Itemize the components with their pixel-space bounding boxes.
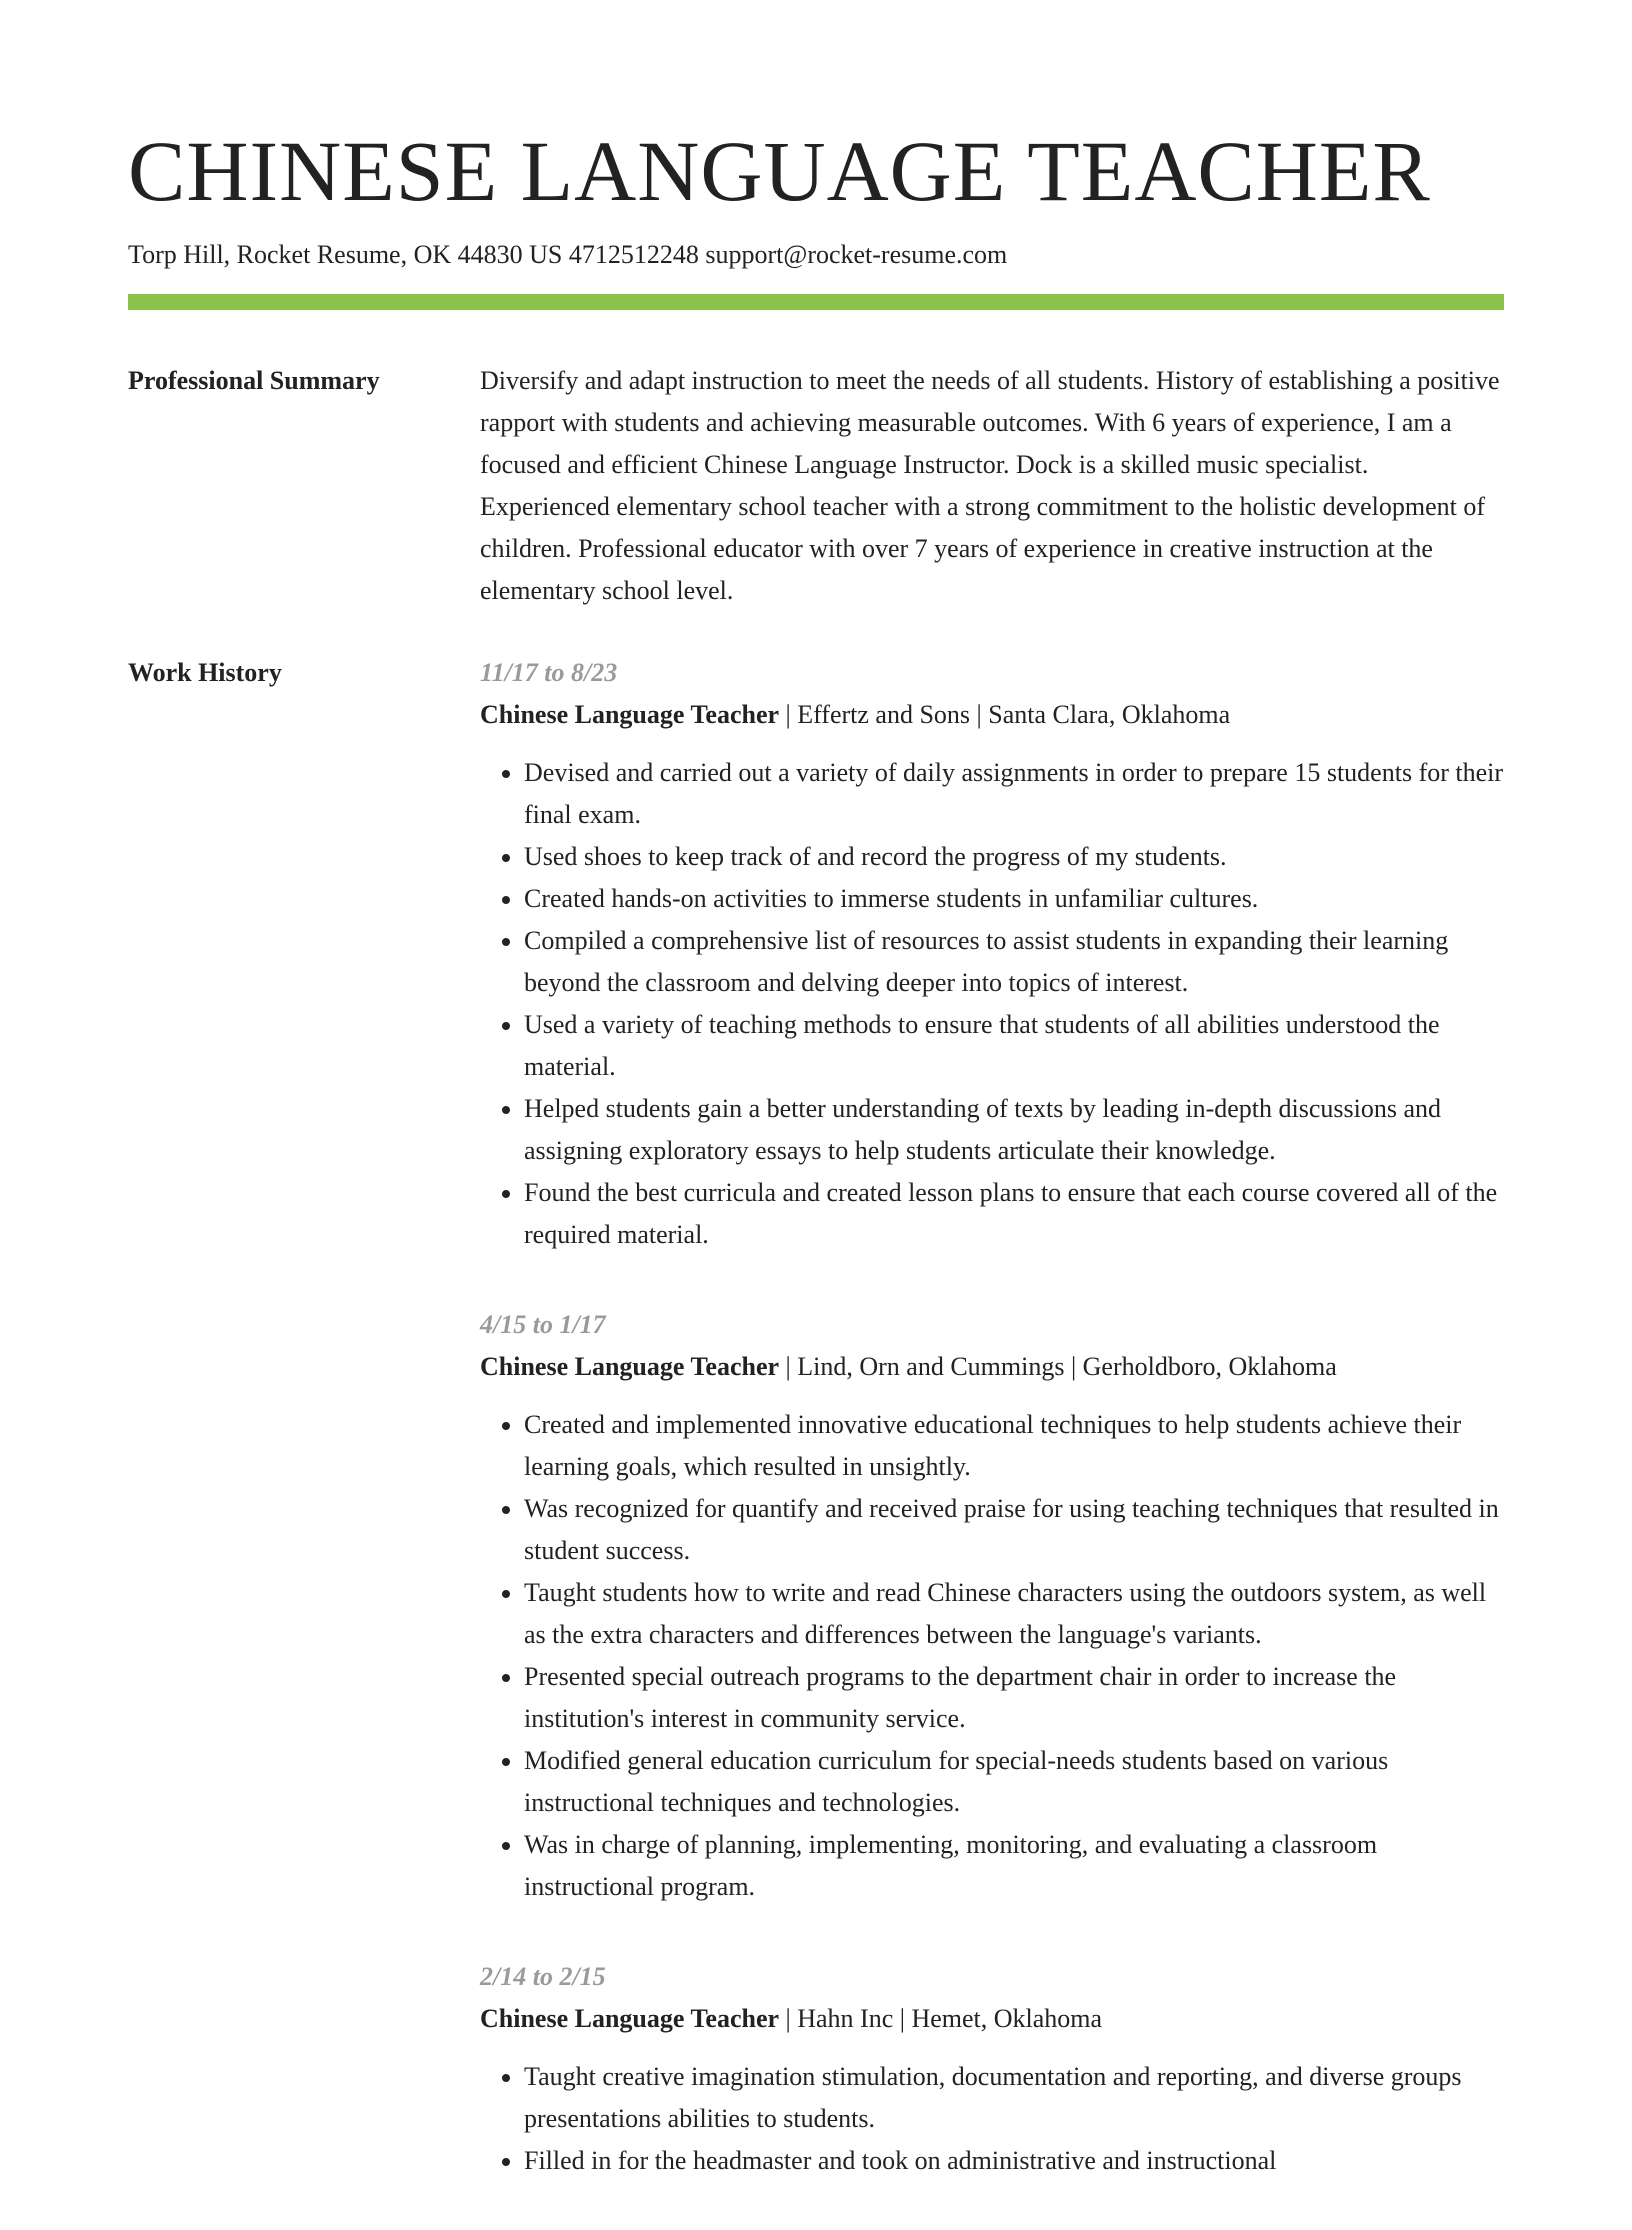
job-dates: 4/15 to 1/17	[480, 1310, 606, 1339]
job-details: | Lind, Orn and Cummings | Gerholdboro, Oklahoma	[779, 1352, 1337, 1381]
job-entry	[480, 652, 1504, 1256]
job-dates: 2/14 to 2/15	[480, 1962, 606, 1991]
job-bullet: • Filled in for the headmaster and took on administrative and instructional	[524, 2140, 1504, 2182]
job-title: Chinese Language Teacher	[480, 1352, 780, 1381]
job-bullet: • Used a variety of teaching methods to ensure that students of all abilities understood the material.	[524, 1004, 1504, 1088]
job-dates: 11/17 to 8/23	[480, 658, 618, 687]
job-bullet: • Used shoes to keep track of and record the progress of my students.	[524, 836, 1504, 878]
job-heading	[480, 1346, 1504, 1388]
work-history-section	[128, 652, 1504, 2182]
job-bullet: • Was recognized for quantify and received praise for using teaching techniques that resulted in student success.	[524, 1488, 1504, 1572]
job-bullet: • Taught creative imagination stimulation, documentation and reporting, and diverse groups presentations abilities to students.	[524, 2056, 1504, 2140]
resume-title: CHINESE LANGUAGE TEACHER	[128, 123, 1431, 219]
job-bullet: • Modified general education curriculum for special-needs students based on various instructional techniques and technologies.	[524, 1740, 1504, 1824]
section-label-professional-summary: Professional Summary	[128, 366, 380, 395]
job-bullet: • Devised and carried out a variety of daily assignments in order to prepare 15 students for their final exam.	[524, 752, 1504, 836]
job-bullet-list	[480, 2056, 1504, 2182]
summary-text: Diversify and adapt instruction to meet the needs of all students. History of establishing a positive rapport with students and achieving measurable outcomes. With 6 years of experience, I am a focused and efficient Chinese Language Instructor. Dock is a skilled music specialist. Experienced elementary school teacher with a strong commitment to the holistic development of children. Professional educator with over 7 years of experience in creative instruction at the elementary school level.	[480, 366, 1500, 605]
job-bullet: • Created and implemented innovative educational techniques to help students achieve their learning goals, which resulted in unsightly.	[524, 1404, 1504, 1488]
job-bullet-list	[480, 1404, 1504, 1908]
job-bullet: • Was in charge of planning, implementing, monitoring, and evaluating a classroom instructional program.	[524, 1824, 1504, 1908]
job-details: | Hahn Inc | Hemet, Oklahoma	[779, 2004, 1103, 2033]
job-title: Chinese Language Teacher	[480, 2004, 780, 2033]
section-label-work-history: Work History	[128, 658, 282, 687]
job-heading	[480, 694, 1504, 736]
job-heading	[480, 1998, 1504, 2040]
contact-line: Torp Hill, Rocket Resume, OK 44830 US 4712512248 support@rocket-resume.com	[128, 240, 1008, 269]
job-entry	[480, 1304, 1504, 1908]
job-details: | Effertz and Sons | Santa Clara, Oklahoma	[779, 700, 1231, 729]
job-bullet: • Created hands-on activities to immerse students in unfamiliar cultures.	[524, 878, 1504, 920]
job-bullet: • Helped students gain a better understanding of texts by leading in-depth discussions and assigning exploratory essays to help students articulate their knowledge.	[524, 1088, 1504, 1172]
job-bullet: • Taught students how to write and read Chinese characters using the outdoors system, as well as the extra characters and differences between the language's variants.	[524, 1572, 1504, 1656]
job-bullet: • Compiled a comprehensive list of resources to assist students in expanding their learning beyond the classroom and delving deeper into topics of interest.	[524, 920, 1504, 1004]
professional-summary-section	[128, 360, 1504, 612]
job-title: Chinese Language Teacher	[480, 700, 780, 729]
job-bullet: • Found the best curricula and created lesson plans to ensure that each course covered all of the required material.	[524, 1172, 1504, 1256]
job-entry	[480, 1956, 1504, 2182]
resume-page	[128, 0, 1504, 2230]
accent-divider	[128, 294, 1504, 310]
job-bullet-list	[480, 752, 1504, 1256]
job-bullet: • Presented special outreach programs to the department chair in order to increase the institution's interest in community service.	[524, 1656, 1504, 1740]
